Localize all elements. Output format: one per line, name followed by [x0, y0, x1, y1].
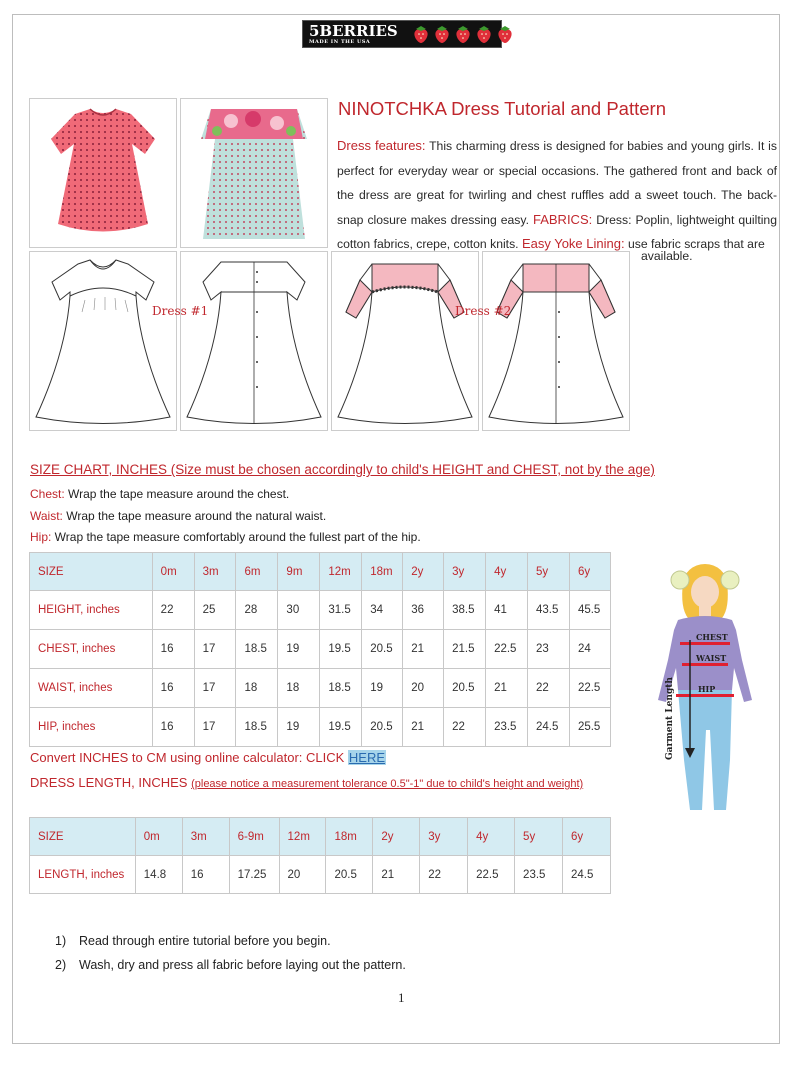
- table-cell: 25.5: [569, 708, 610, 747]
- table-cell: 6y: [569, 553, 610, 591]
- table-cell: 20: [403, 669, 444, 708]
- dress1-label: Dress #1: [152, 304, 209, 318]
- table-cell: 24.5: [528, 708, 570, 747]
- table-cell: 18.5: [236, 708, 278, 747]
- table-cell: 20.5: [326, 856, 373, 894]
- dress-length-heading: [30, 775, 583, 790]
- step-1: [55, 934, 331, 948]
- table-cell: 19: [362, 669, 403, 708]
- table-cell: 28: [236, 591, 278, 630]
- table-cell: 43.5: [528, 591, 570, 630]
- row-label-cell: SIZE: [30, 553, 153, 591]
- size-chart-table: [29, 552, 611, 747]
- table-cell: 0m: [152, 553, 194, 591]
- table-cell: 21: [403, 630, 444, 669]
- page-title: NINOTCHKA Dress Tutorial and Pattern: [338, 98, 666, 119]
- row-label-cell: HEIGHT, inches: [30, 591, 153, 630]
- table-cell: 22.5: [486, 630, 528, 669]
- hip-label: Hip:: [30, 530, 52, 544]
- here-link[interactable]: HERE: [348, 750, 386, 765]
- table-cell: 21: [373, 856, 420, 894]
- step-text: Read through entire tutorial before you begin.: [79, 934, 331, 948]
- table-cell: 6-9m: [229, 818, 279, 856]
- size-table-row: [30, 591, 611, 630]
- table-cell: 3y: [444, 553, 486, 591]
- description-available: available.: [641, 249, 693, 263]
- fabrics-text: Dress: Poplin, lightweight quilting cotton fabrics, crepe, cotton knits.: [337, 212, 777, 251]
- table-cell: 21: [486, 669, 528, 708]
- table-cell: 2y: [403, 553, 444, 591]
- logo-text: [303, 23, 398, 45]
- dress2-label: Dress #2: [455, 304, 512, 318]
- convert-text: Convert INCHES to CM using online calculator: CLICK: [30, 750, 348, 765]
- waist-text: Wrap the tape measure around the natural waist.: [62, 509, 327, 523]
- table-cell: 2y: [373, 818, 420, 856]
- table-cell: 21: [403, 708, 444, 747]
- yoke-lining-label: Easy Yoke Lining:: [521, 236, 625, 251]
- table-cell: 6m: [236, 553, 278, 591]
- strawberry-icon: [433, 24, 451, 44]
- table-cell: 45.5: [569, 591, 610, 630]
- table-cell: 22: [444, 708, 486, 747]
- page-number: 1: [398, 990, 405, 1005]
- table-cell: 17: [194, 669, 236, 708]
- table-cell: 19: [278, 708, 320, 747]
- logo-tagline: MADE IN THE USA: [309, 39, 371, 45]
- row-label-cell: WAIST, inches: [30, 669, 153, 708]
- fabrics-label: FABRICS:: [532, 211, 593, 227]
- table-cell: 31.5: [320, 591, 362, 630]
- figure-chest-label: CHEST: [696, 632, 728, 642]
- features-text: This charming dress is designed for babies and young girls. It is perfect for everyday wear or special occasions. The gathered front and back of the dress are great for twirling and chest ruffles add a sweet touch. The back-snap closure makes dressing easy.: [337, 139, 777, 227]
- table-cell: 38.5: [444, 591, 486, 630]
- table-cell: 3y: [420, 818, 468, 856]
- strawberry-icon: [496, 24, 514, 44]
- table-cell: 18.5: [236, 630, 278, 669]
- sketch-dress2-front: [331, 251, 479, 431]
- length-heading-text: DRESS LENGTH, INCHES: [30, 775, 192, 790]
- row-label-cell: SIZE: [30, 818, 136, 856]
- table-cell: 23.5: [486, 708, 528, 747]
- yoke-lining-text: use fabric scraps that are: [624, 237, 765, 251]
- step-text: Wash, dry and press all fabric before laying out the pattern.: [79, 958, 406, 972]
- table-cell: 22: [420, 856, 468, 894]
- size-chart-heading: SIZE CHART, INCHES (Size must be chosen accordingly to child's HEIGHT and CHEST, not by the age): [30, 462, 655, 477]
- step-number: 1): [55, 934, 67, 948]
- strawberry-icon: [412, 24, 430, 44]
- chest-instruction: [30, 487, 289, 501]
- table-cell: 0m: [135, 818, 182, 856]
- size-table-row: [30, 630, 611, 669]
- table-cell: 6y: [562, 818, 610, 856]
- size-table-row: [30, 669, 611, 708]
- table-cell: 21.5: [444, 630, 486, 669]
- table-cell: 18m: [362, 553, 403, 591]
- table-cell: 9m: [278, 553, 320, 591]
- table-cell: 5y: [515, 818, 563, 856]
- dress-description: [337, 134, 777, 257]
- row-label-cell: CHEST, inches: [30, 630, 153, 669]
- hip-text: Wrap the tape measure comfortably around the fullest part of the hip.: [51, 530, 421, 544]
- table-cell: 18.5: [320, 669, 362, 708]
- table-cell: 24.5: [562, 856, 610, 894]
- table-cell: 23.5: [515, 856, 563, 894]
- logo-brand: 5BERRIES: [309, 22, 398, 40]
- table-cell: 17: [194, 708, 236, 747]
- table-cell: 12m: [320, 553, 362, 591]
- waist-instruction: [30, 509, 326, 523]
- table-cell: 18m: [326, 818, 373, 856]
- sketch-dress1-front: [29, 251, 177, 431]
- table-cell: 18: [236, 669, 278, 708]
- dress-length-table: [29, 817, 611, 894]
- table-cell: 24: [569, 630, 610, 669]
- table-cell: 22.5: [468, 856, 515, 894]
- figure-waist-label: WAIST: [696, 653, 727, 663]
- table-cell: 3m: [194, 553, 236, 591]
- sketch-dress2-back: [482, 251, 630, 431]
- length-tolerance-note: (please notice a measurement tolerance 0.5"-1" due to child's height and weight): [191, 778, 584, 790]
- table-cell: 17.25: [229, 856, 279, 894]
- table-cell: 3m: [182, 818, 229, 856]
- size-header-row: [30, 553, 611, 591]
- table-cell: 22: [152, 591, 194, 630]
- row-label-cell: HIP, inches: [30, 708, 153, 747]
- size-table-row: [30, 708, 611, 747]
- table-cell: 16: [182, 856, 229, 894]
- table-cell: 41: [486, 591, 528, 630]
- step-2: [55, 958, 406, 972]
- body-measurement-figure: [640, 560, 790, 835]
- table-cell: 30: [278, 591, 320, 630]
- table-cell: 20.5: [444, 669, 486, 708]
- table-cell: 17: [194, 630, 236, 669]
- convert-note: [30, 750, 386, 765]
- table-cell: 22: [528, 669, 570, 708]
- table-cell: 36: [403, 591, 444, 630]
- hip-instruction: [30, 530, 421, 544]
- table-cell: 23: [528, 630, 570, 669]
- table-cell: 34: [362, 591, 403, 630]
- sketch-dress1-back: [180, 251, 328, 431]
- table-cell: 4y: [486, 553, 528, 591]
- photo-pink-dress: [29, 98, 177, 248]
- strawberry-icons: [412, 24, 514, 44]
- strawberry-icon: [454, 24, 472, 44]
- table-cell: 19: [278, 630, 320, 669]
- table-cell: 16: [152, 630, 194, 669]
- table-cell: 25: [194, 591, 236, 630]
- table-cell: 16: [152, 669, 194, 708]
- chest-text: Wrap the tape measure around the chest.: [64, 487, 290, 501]
- table-cell: 20.5: [362, 630, 403, 669]
- table-cell: 18: [278, 669, 320, 708]
- chest-label: Chest:: [30, 487, 65, 501]
- figure-garment-length-label: Garment Length: [665, 677, 675, 760]
- figure-hip-label: HIP: [698, 684, 716, 694]
- table-cell: 20: [279, 856, 326, 894]
- row-label-cell: LENGTH, inches: [30, 856, 136, 894]
- waist-label: Waist:: [30, 509, 63, 523]
- step-number: 2): [55, 958, 67, 972]
- strawberry-icon: [475, 24, 493, 44]
- table-cell: 22.5: [569, 669, 610, 708]
- length-header-row: [30, 818, 611, 856]
- table-cell: 5y: [528, 553, 570, 591]
- table-cell: 4y: [468, 818, 515, 856]
- brand-logo: [302, 20, 502, 48]
- table-cell: 19.5: [320, 708, 362, 747]
- table-cell: 16: [152, 708, 194, 747]
- table-cell: 20.5: [362, 708, 403, 747]
- photo-blue-dress: [180, 98, 328, 248]
- table-cell: 14.8: [135, 856, 182, 894]
- length-table-row: [30, 856, 611, 894]
- features-label: Dress features:: [337, 138, 426, 153]
- table-cell: 19.5: [320, 630, 362, 669]
- table-cell: 12m: [279, 818, 326, 856]
